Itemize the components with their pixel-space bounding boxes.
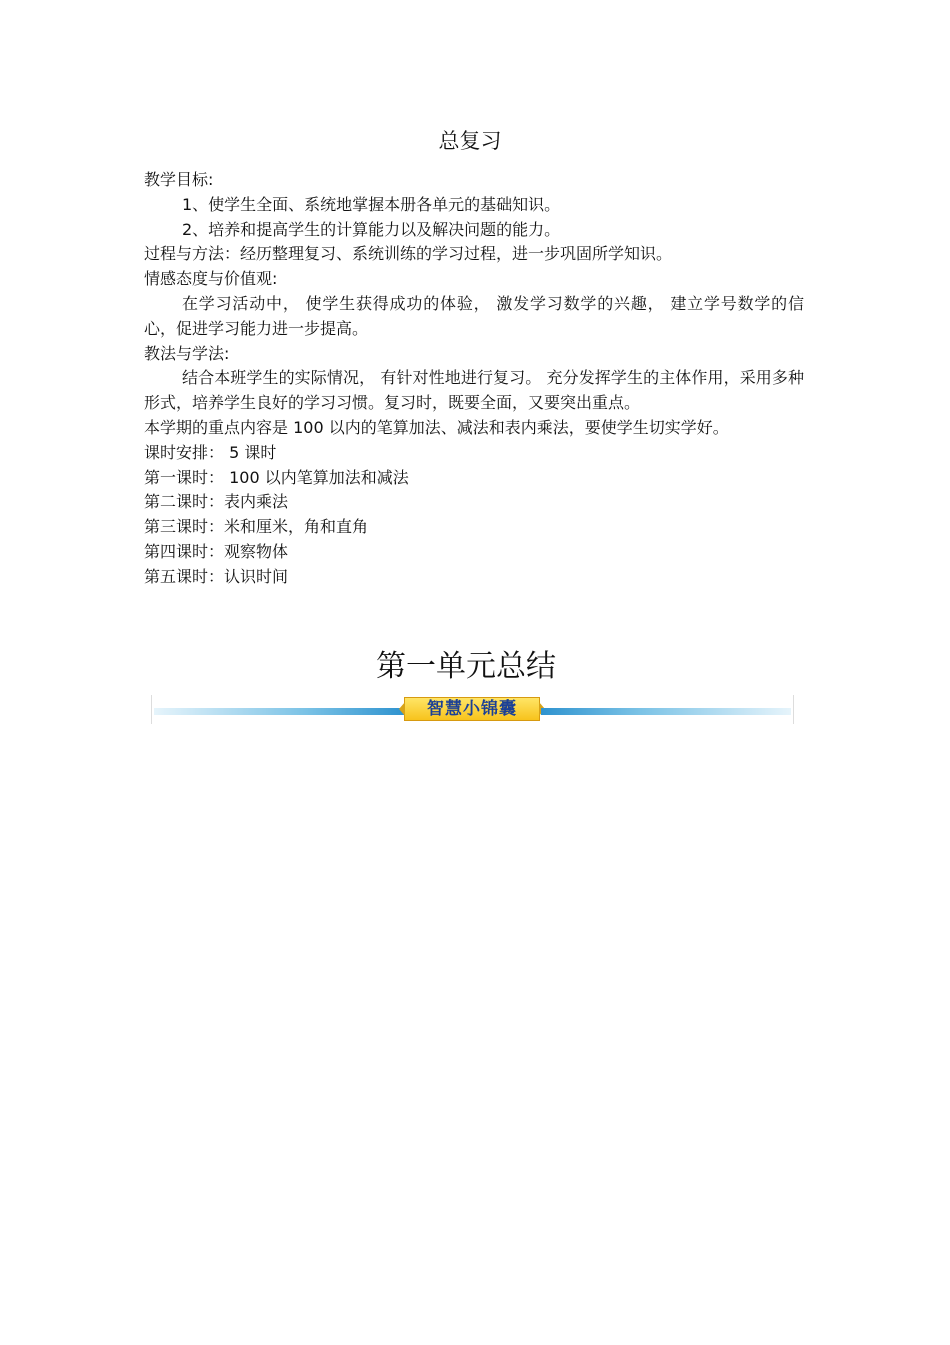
section-title: 第一单元总结 [376,649,556,684]
lesson-1-line: 第一课时： 100 以内笔算加法和减法 [144,467,409,487]
banner-badge: 智慧小锦囊 [404,697,540,721]
lesson-5-line: 第五课时：认识时间 [144,566,289,586]
lesson-2-line: 第二课时：表内乘法 [144,492,289,512]
heading-attitudes-values: 情感态度与价值观: [144,269,278,289]
methods-paragraph: 结合本班学生的实际情况， 有针对性地进行复习。 充分发挥学生的主体作用，采用多种形式，培养学生良好的学习习惯。复习时，既要全面，又要突出重点。 [144,368,804,413]
heading-teaching-methods: 教法与学法: [144,343,230,363]
lesson-3-line: 第三课时：米和厘米，角和直角 [144,517,369,537]
banner-line-left [154,708,404,715]
tips-banner [151,695,794,724]
schedule-line: 课时安排： 5 课时 [144,442,277,462]
goal-item-2: 2、培养和提高学生的计算能力以及解决问题的能力。 [182,219,561,239]
attitudes-paragraph: 在学习活动中， 使学生获得成功的体验， 激发学习数学的兴趣， 建立学号数学的信心，促进学习能力进一步提高。 [144,293,804,338]
process-and-method: 过程与方法：经历整理复习、系统训练的学习过程，进一步巩固所学知识。 [144,244,673,264]
document-body [144,168,804,590]
lesson-4-line: 第四课时：观察物体 [144,541,289,561]
banner-line-right [541,708,791,715]
goal-item-1: 1、使学生全面、系统地掌握本册各单元的基础知识。 [182,194,561,214]
key-content-line: 本学期的重点内容是 100 以内的笔算加法、减法和表内乘法，要使学生切实学好。 [144,417,729,437]
heading-teaching-goals: 教学目标: [144,170,214,189]
page-title: 总复习 [438,129,502,153]
